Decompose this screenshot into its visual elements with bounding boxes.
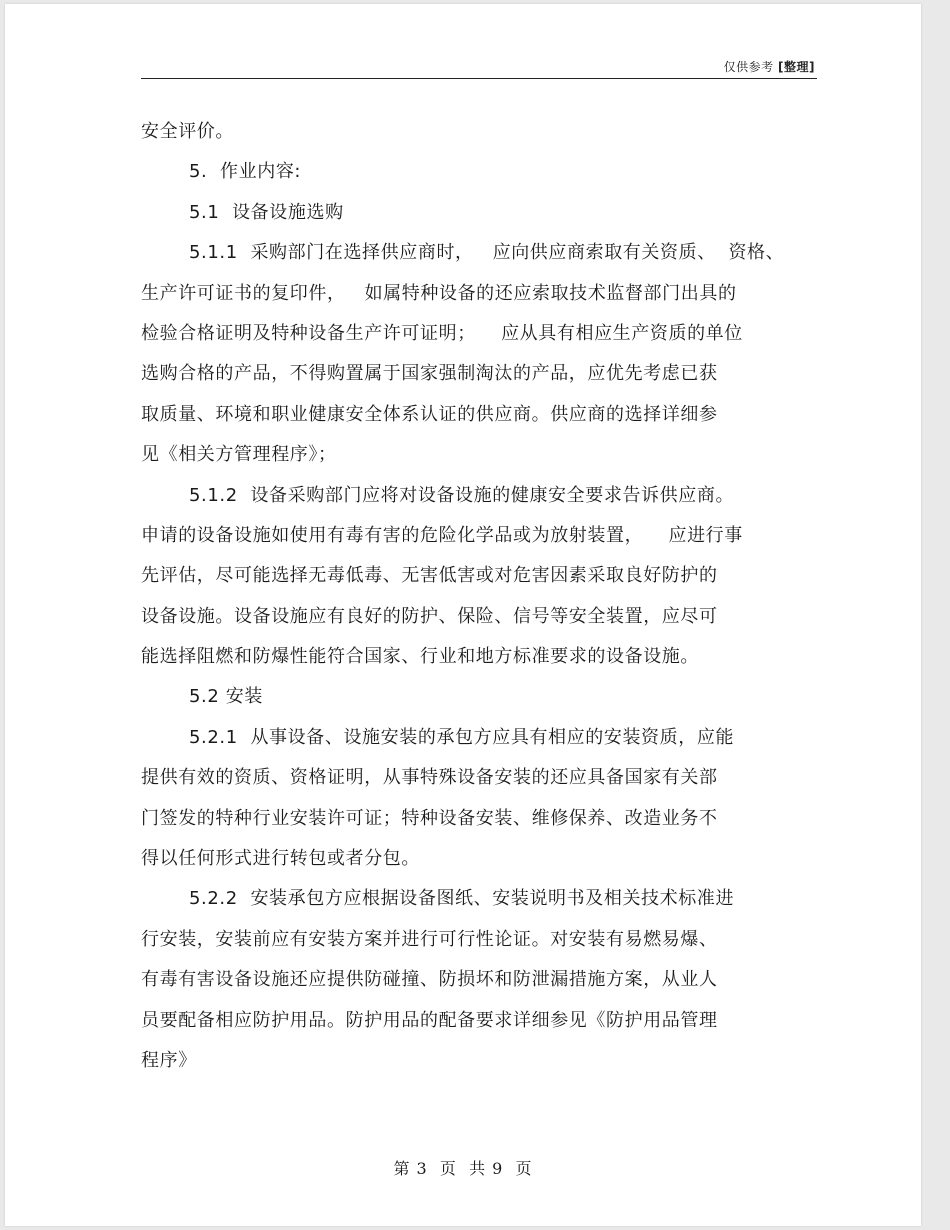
- subsection-heading: 5.1 设备设施选购: [189, 201, 344, 223]
- body-line: 见《相关方管理程序》；: [141, 444, 337, 466]
- header-note: [724, 58, 815, 75]
- body-line: 安全评价。: [141, 121, 234, 142]
- body-line: 提供有效的资质、资格证明，从事特殊设备安装的还应具备国家有关部: [141, 767, 718, 789]
- body-line: 行安装，安装前应有安装方案并进行可行性论证。对安装有易燃易爆、: [141, 928, 718, 950]
- body-line: 门签发的特种行业安装许可证；特种设备安装、维修保养、改造业务不: [141, 807, 718, 829]
- paragraph-start: 5.1.1 采购部门在选择供应商时， 应向供应商索取有关资质、 资格、: [189, 242, 785, 264]
- document-body: [141, 112, 821, 1081]
- paragraph-start: 5.2.1 从事设备、设施安装的承包方应具有相应的安装资质，应能: [189, 726, 735, 748]
- header-note-text: 仅供参考: [723, 60, 774, 74]
- body-line: 取质量、环境和职业健康安全体系认证的供应商。供应商的选择详细参: [141, 403, 718, 425]
- document-page: [5, 4, 921, 1226]
- body-line: 有毒有害设备设施还应提供防碰撞、防损坏和防泄漏措施方案，从业人: [141, 969, 718, 991]
- body-line: 检验合格证明及特种设备生产许可证明； 应从具有相应生产资质的单位: [141, 322, 743, 344]
- subsection-heading: 5.2 安装: [189, 686, 263, 708]
- body-line: 选购合格的产品，不得购置属于国家强制淘汰的产品，应优先考虑已获: [141, 363, 718, 385]
- body-line: 生产许可证书的复印件， 如属特种设备的还应索取技术监督部门出具的: [141, 282, 737, 304]
- body-line: 申请的设备设施如使用有毒有害的危险化学品或为放射装置， 应进行事: [141, 524, 743, 546]
- body-line: 程序》: [141, 1049, 197, 1071]
- body-line: 得以任何形式进行转包或者分包。: [141, 848, 420, 870]
- body-line: 先评估，尽可能选择无毒低毒、无害低害或对危害因素采取良好防护的: [141, 565, 718, 587]
- paragraph-start: 5.2.2 安装承包方应根据设备图纸、安装说明书及相关技术标准进: [189, 888, 735, 910]
- body-line: 员要配备相应防护用品。防护用品的配备要求详细参见《防护用品管理: [141, 1009, 718, 1031]
- body-line: 设备设施。设备设施应有良好的防护、保险、信号等安全装置，应尽可: [141, 605, 718, 627]
- page-footer: 第 3 页 共 9 页: [393, 1159, 533, 1178]
- paragraph-start: 5.1.2 设备采购部门应将对设备设施的健康安全要求告诉供应商。: [189, 484, 735, 506]
- body-line: 能选择阻燃和防爆性能符合国家、行业和地方标准要求的设备设施。: [141, 646, 699, 668]
- page-header: [141, 56, 817, 79]
- header-tag: [整理]: [778, 60, 815, 74]
- section-heading: 5. 作业内容:: [189, 161, 302, 183]
